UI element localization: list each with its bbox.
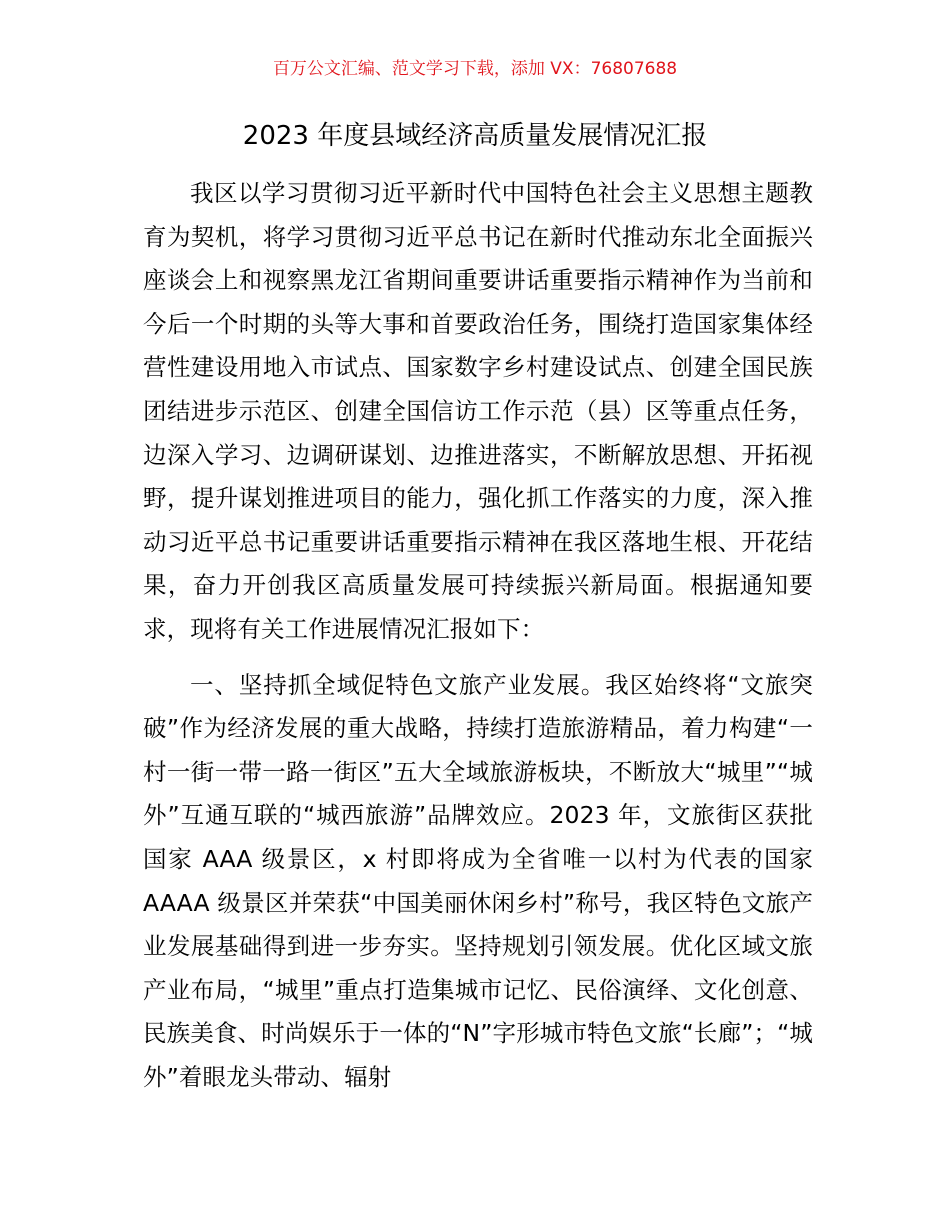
paragraph-section-one: 一、坚持抓全域促特色文旅产业发展。我区始终将“文旅突破”作为经济发展的重大战略，持续打造旅游精品，着力构建“一村一街一带一路一街区”五大全域旅游板块，不断放大“城里”“城外”互通互联的“城西旅游”品牌效应。2023 年，文旅街区获批国家 AAA 级景区，x 村即将成为全省唯一以村为代表的国家 AAAA 级景区并荣获“中国美丽休闲乡村”称号，我区特色文旅产业发展基础得到进一步夯实。坚持规划引领发展。优化区域文旅产业布局，“城里”重点打造集城市记忆、民俗演绎、文化创意、民族美食、时尚娱乐于一体的“N”字形城市特色文旅“长廊”；“城外”着眼龙头带动、辐射 bbox=[143, 670, 813, 1091]
header-banner: 百万公文汇编、范文学习下载，添加 VX：76807688 bbox=[272, 59, 678, 79]
paragraph-intro: 我区以学习贯彻习近平新时代中国特色社会主义思想主题教育为契机，将学习贯彻习近平总书记在新时代推动东北全面振兴座谈会上和视察黑龙江省期间重要讲话重要指示精神作为当前和今后一个时期的头等大事和首要政治任务，围绕打造国家集体经营性建设用地入市试点、国家数字乡村建设试点、创建全国民族团结进步示范区、创建全国信访工作示范（县）区等重点任务，边深入学习、边调研谋划、边推进落实，不断解放思想、开拓视野，提升谋划推进项目的能力，强化抓工作落实的力度，深入推动习近平总书记重要讲话重要指示精神在我区落地生根、开花结果，奋力开创我区高质量发展可持续振兴新局面。根据通知要求，现将有关工作进展情况汇报如下： bbox=[143, 179, 813, 643]
document-title: 2023 年度县域经济高质量发展情况汇报 bbox=[242, 121, 708, 151]
document-body bbox=[143, 172, 813, 1111]
